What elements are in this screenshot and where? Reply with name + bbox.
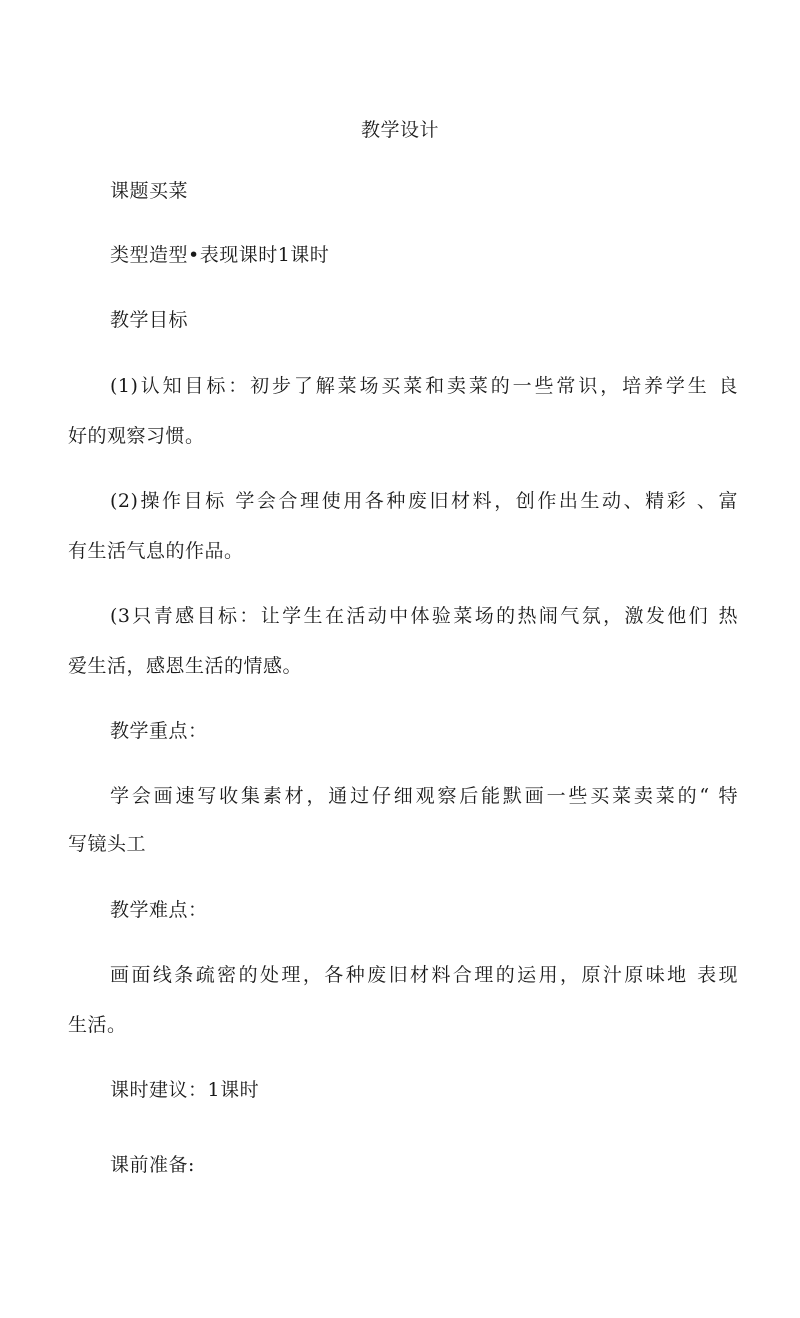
objective-3-line-2: 爱生活，感恩生活的情感。 — [68, 655, 303, 677]
objective-3-line-1: (3只青感目标：让学生在活动中体验菜场的热闹气氛，激发他们 热 — [110, 605, 738, 627]
objectives-heading: 教学目标 — [110, 309, 189, 331]
preparation-heading: 课前准备: — [110, 1154, 195, 1176]
lesson-type: 类型造型•表现课时1课时 — [110, 244, 330, 266]
document-title: 教学设计 — [360, 119, 439, 141]
objective-1-line-1: (1)认知目标：初步了解菜场买菜和卖菜的一些常识，培养学生 良 — [110, 375, 738, 397]
lesson-topic: 课题买菜 — [110, 180, 189, 202]
hours-suggestion: 课时建议：1课时 — [110, 1079, 260, 1101]
difficulty-heading: 教学难点： — [110, 899, 208, 921]
difficulty-line-1: 画面线条疏密的处理，各种废旧材料合理的运用，原汁原味地 表现 — [110, 964, 738, 986]
objective-1-line-2: 好的观察习惯。 — [68, 425, 205, 447]
objective-2-line-2: 有生活气息的作品。 — [68, 540, 244, 562]
key-point-line-2: 写镜头工 — [68, 833, 147, 855]
key-point-line-1: 学会画速写收集素材，通过仔细观察后能默画一些买菜卖菜的“ 特 — [110, 785, 738, 807]
objective-2-line-1: (2)操作目标 学会合理使用各种废旧材料，创作出生动、精彩 、富 — [110, 490, 738, 512]
difficulty-line-2: 生活。 — [68, 1014, 127, 1036]
key-point-heading: 教学重点： — [110, 720, 208, 742]
